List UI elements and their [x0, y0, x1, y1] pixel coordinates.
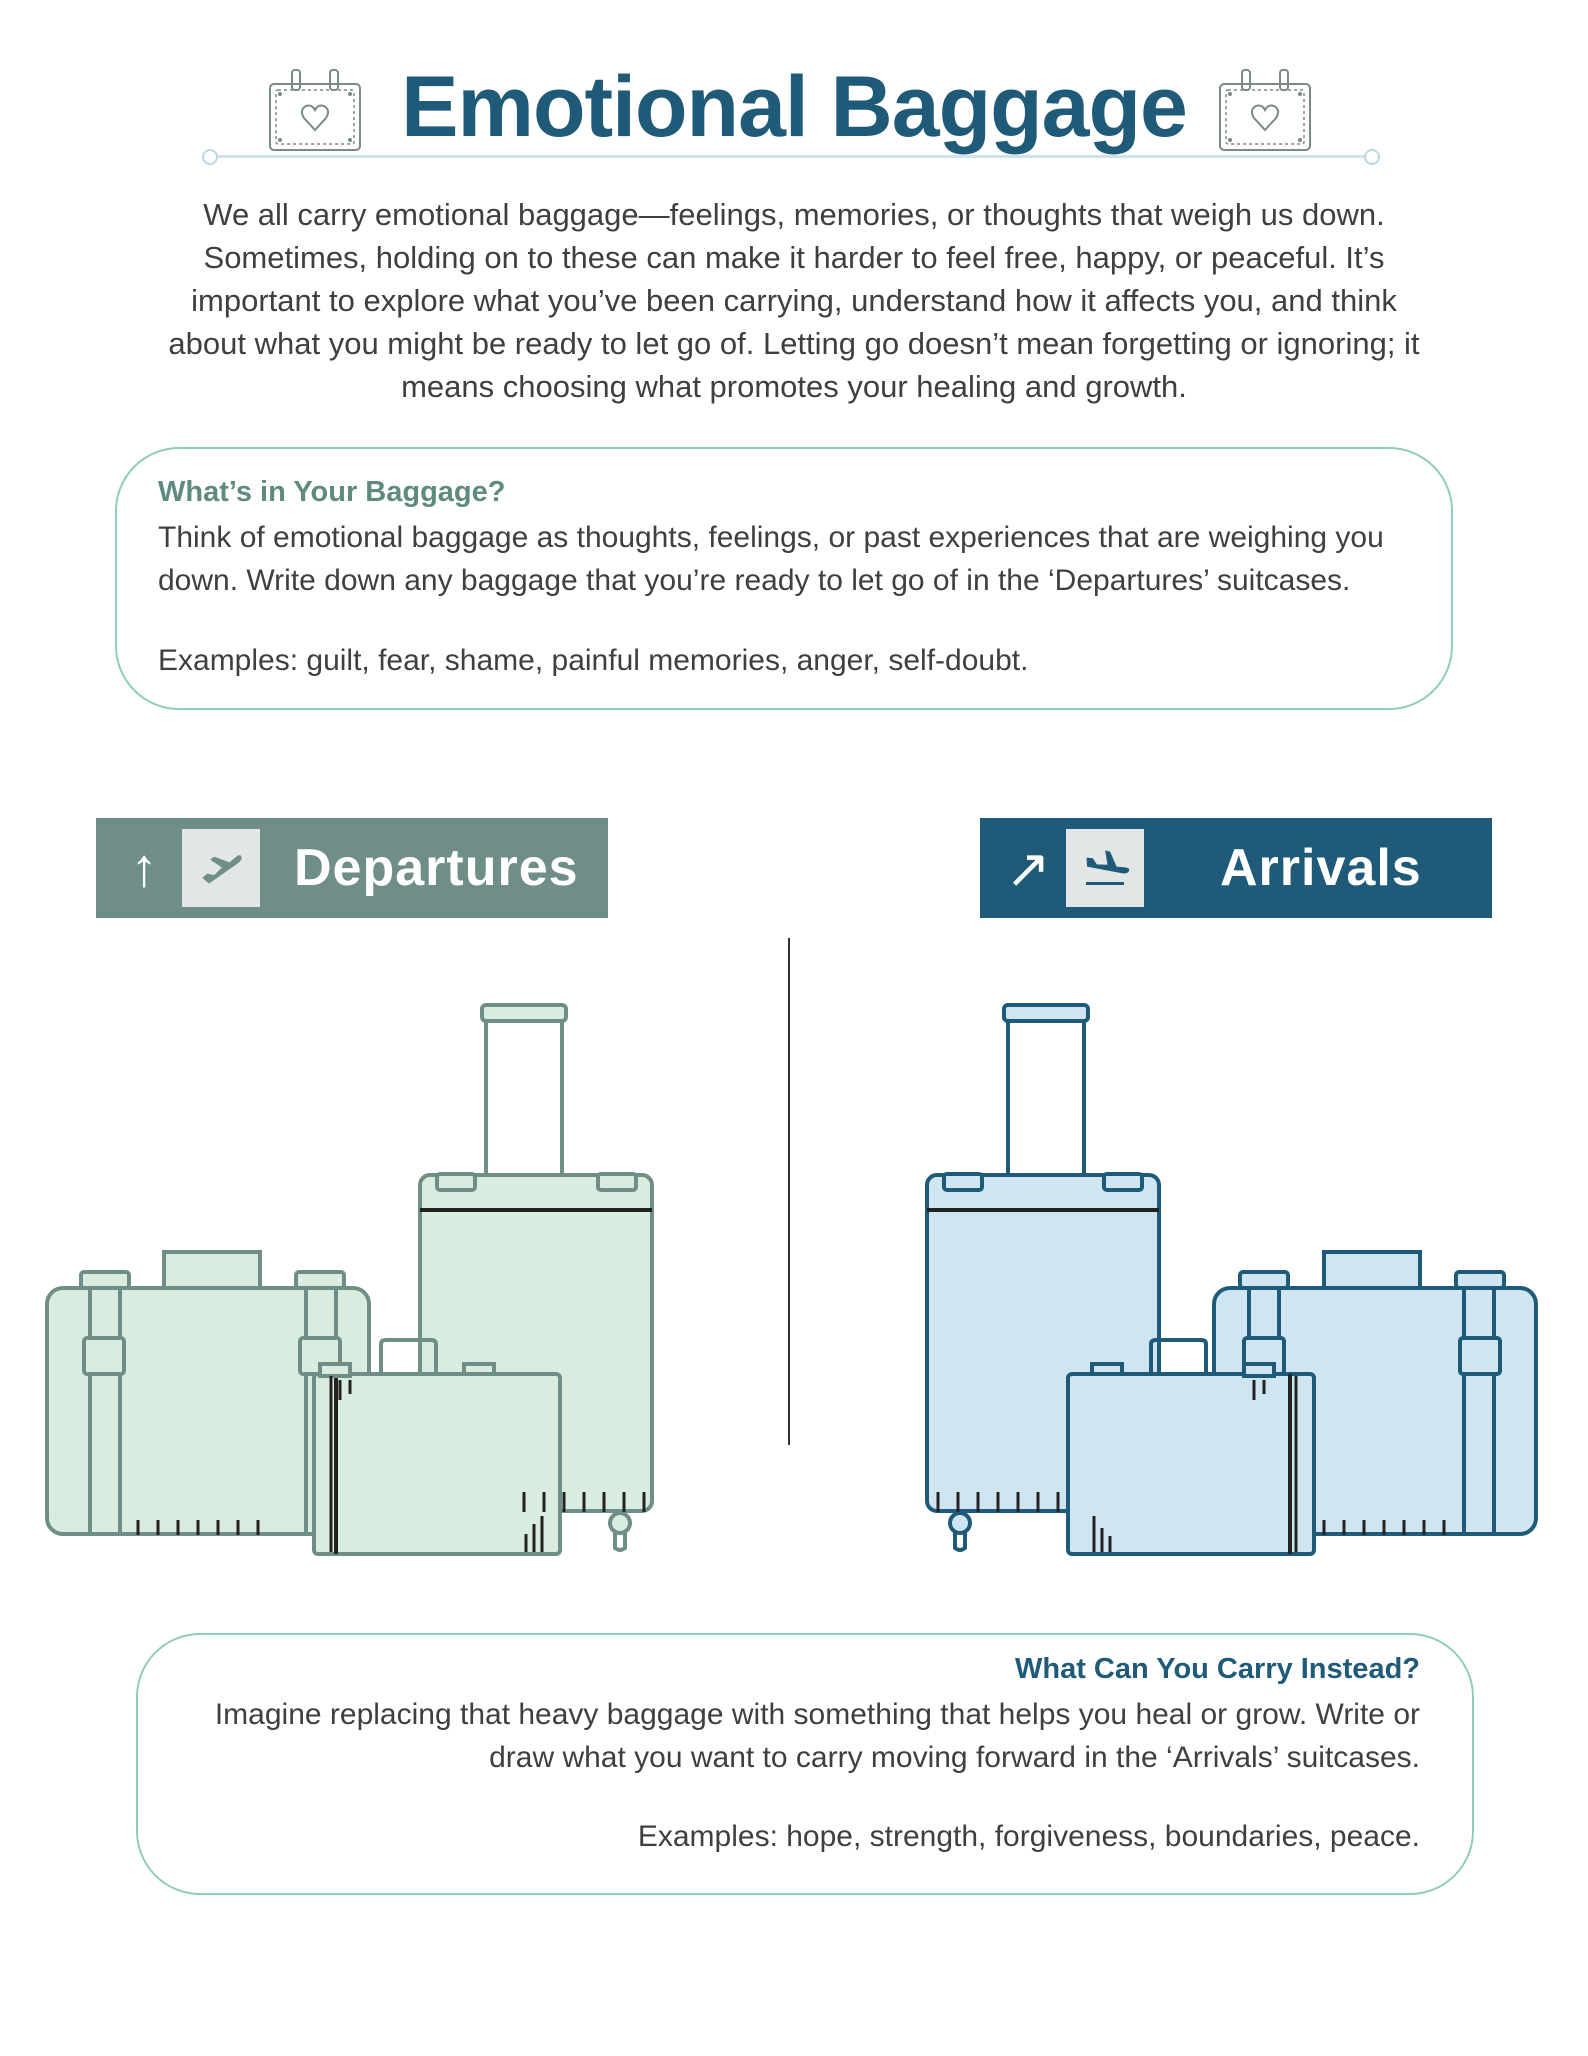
- arrivals-label: Arrivals: [1220, 839, 1422, 897]
- divider-dot: [1364, 149, 1380, 165]
- baggage-instructions: Think of emotional baggage as thoughts, feelings, or past experiences that are weighing you down. Write down any baggage that you’re ready to let go of in the ‘Departures’ suitcases.: [158, 521, 1384, 597]
- arrow-up-right-icon: ↗: [1005, 838, 1051, 899]
- intro-paragraph: We all carry emotional baggage—feelings, memories, or thoughts that weigh us down. Sometimes, holding on to these can make it harder to feel free, happy, or peaceful. It’s important to explore what you’ve been carrying, understand how it affects you, and think about what you might be ready to let go of. Letting go doesn’t mean forgetting or ignoring; it means choosing what promotes your healing and growth.: [168, 197, 1420, 404]
- plane-landing-icon: [1066, 829, 1144, 907]
- carry-heading: What Can You Carry Instead?: [1015, 1653, 1420, 1685]
- departures-sign: [96, 818, 608, 918]
- title-divider: [210, 155, 1380, 158]
- carry-examples: Examples: hope, strength, forgiveness, boundaries, peace.: [637, 1820, 1420, 1853]
- divider-dot: [202, 149, 218, 165]
- arrivals-suitcases[interactable]: [924, 1000, 1544, 1560]
- departures-label: Departures: [294, 839, 579, 897]
- baggage-heading: What’s in Your Baggage?: [158, 476, 506, 508]
- baggage-prompt-box: [115, 447, 1453, 710]
- carry-instructions: Imagine replacing that heavy baggage with something that helps you heal or grow. Write or draw what you want to carry moving forward in the ‘Arrivals’ suitcases.: [214, 1698, 1420, 1774]
- page-title: Emotional Baggage: [401, 59, 1187, 155]
- carry-instead-prompt-box: [136, 1633, 1474, 1895]
- arrow-up-icon: ↑: [130, 838, 158, 898]
- baggage-examples: Examples: guilt, fear, shame, painful memories, anger, self-doubt.: [158, 644, 1029, 677]
- departures-suitcases[interactable]: [44, 1000, 664, 1560]
- heart-suitcase-icon: [1218, 68, 1312, 152]
- plane-takeoff-icon: [182, 829, 260, 907]
- arrivals-sign: [980, 818, 1492, 918]
- center-divider: [788, 938, 790, 1445]
